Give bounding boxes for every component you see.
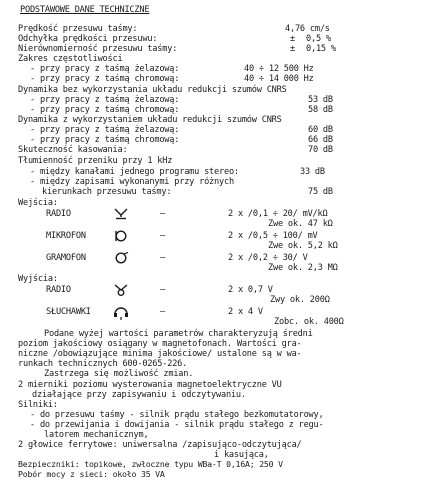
turntable-icon [112, 252, 130, 264]
crosstalk-dir-value: 75 dB [308, 187, 333, 197]
page-title: PODSTAWOWE DANE TECHNICZNE [20, 5, 150, 15]
power-line: Pobór mocy z sieci: około 35 VA [18, 469, 165, 479]
input-mic-name: MIKROFON [46, 231, 86, 241]
dyn-with-label: Dynamika z wykorzystaniem układu redukcji szumów CNRS [18, 115, 282, 125]
dyn-without-chrome-value: 58 dB [308, 105, 333, 115]
output-radio-value: 2 x 0,7 V [228, 285, 273, 295]
heads-line-2: i kasująca, [214, 450, 269, 460]
deviation-sign: ± [290, 34, 295, 44]
meters-line-1: 2 mierniki poziomu wysterowania magnetoelektryczne VU [18, 380, 282, 390]
freq-chrome-label: - przy pracy z taśmą chromową: [30, 74, 180, 84]
dyn-with-iron-value: 60 dB [308, 125, 333, 135]
motors-heading: Silniki: [18, 400, 58, 410]
antenna-output-icon [112, 284, 130, 296]
note-line-3: niczne /obowiązujące minima jakościowe/ ustalone są w wa- [18, 349, 302, 359]
output-radio-impedance: Zwy ok. 200Ω [270, 295, 330, 305]
dyn-without-label: Dynamika bez wykorzystania układu redukcji szumów CNRS [18, 85, 287, 95]
changes-note: Zastrzega się możliwość zmian. [44, 369, 194, 379]
nonuniformity-sign: ± [290, 44, 295, 54]
outputs-heading: Wyjścia: [18, 274, 58, 284]
microphone-icon [112, 230, 130, 242]
crosstalk-stereo-label: - między kanałami jednego programu stereo: [30, 167, 239, 177]
inputs-heading: Wejścia: [18, 198, 58, 208]
output-phones-value: 2 x 4 V [228, 307, 263, 317]
erase-label: Skuteczność kasowania: [18, 145, 128, 155]
freq-chrome-value: 40 ÷ 14 000 Hz [244, 74, 314, 84]
heads-line-1: 2 głowice ferrytowe: uniwersalna /zapisująco-odczytująca/ [18, 440, 302, 450]
motor-1: - do przesuwu taśmy - silnik prądu stałego bezkomutatorowy, [30, 410, 324, 420]
nonuniformity-value: 0,15 % [306, 44, 336, 54]
dyn-without-chrome-label: - przy pracy z taśmą chromową: [30, 105, 180, 115]
dyn-without-iron-value: 53 dB [308, 95, 333, 105]
output-phones-dash: – [160, 307, 165, 317]
erase-value: 70 dB [308, 145, 333, 155]
headphones-icon [112, 304, 130, 320]
freq-label: Zakres częstotliwości [18, 54, 123, 64]
speed-value: 4,76 cm/s [285, 24, 330, 34]
speed-label: Prędkość przesuwu taśmy: [18, 24, 138, 34]
deviation-label: Odchyłka prędkości przesuwu: [18, 34, 158, 44]
antenna-icon [112, 208, 130, 220]
crosstalk-dir-label-2: kierunkach przesuwu taśmy: [42, 187, 172, 197]
input-radio-impedance: Zwe ok. 47 kΩ [268, 219, 333, 229]
input-mic-impedance: Zwe ok. 5,2 kΩ [268, 241, 338, 251]
freq-iron-value: 40 ÷ 12 500 Hz [244, 64, 314, 74]
motor-2-line-1: - do przewijania i dowijania - silnik prądu stałego z regu- [30, 420, 324, 430]
input-radio-dash: – [160, 209, 165, 219]
dyn-with-chrome-value: 66 dB [308, 135, 333, 145]
output-radio-name: RADIO [46, 285, 71, 295]
crosstalk-dir-label-1: - między zapisami wykonanymi przy różnych [30, 177, 234, 187]
nonuniformity-label: Nierównomierność przesuwu taśmy: [18, 44, 178, 54]
input-phono-impedance: Zwe ok. 2,3 MΩ [268, 263, 338, 273]
input-radio-name: RADIO [46, 209, 71, 219]
crosstalk-stereo-value: 33 dB [300, 167, 325, 177]
input-radio-value: 2 x /0,1 ÷ 20/ mV/kΩ [228, 209, 328, 219]
output-phones-impedance: Zobc. ok. 400Ω [274, 317, 344, 327]
dyn-without-iron-label: - przy pracy z taśmą żelazową: [30, 95, 180, 105]
input-mic-dash: – [160, 231, 165, 241]
note-line-4: runkach technicznych 600-0265-226. [18, 359, 188, 369]
input-mic-value: 2 x /0,5 ÷ 100/ mV [228, 231, 318, 241]
motor-2-line-2: latorem mechanicznym, [44, 430, 149, 440]
meters-line-2: działające przy zapisywaniu i odczytywaniu. [32, 390, 246, 400]
input-phono-value: 2 x /0,2 ÷ 30/ V [228, 253, 308, 263]
note-line-1: Podane wyżej wartości parametrów charakteryzują średni [44, 329, 313, 339]
output-phones-name: SŁUCHAWKI [46, 307, 91, 317]
fuses-line: Bezpieczniki: topikowe, zwłoczne typu WBa-T 0,16A; 250 V [18, 459, 283, 469]
input-phono-name: GRAMOFON [46, 253, 86, 263]
input-phono-dash: – [160, 253, 165, 263]
crosstalk-label: Tłumienność przeniku przy 1 kHz [18, 156, 173, 166]
note-line-2: poziom jakościowy osiągany w magnetofonach. Wartości gra- [18, 339, 302, 349]
dyn-with-chrome-label: - przy pracy z taśmą chromową: [30, 135, 180, 145]
freq-iron-label: - przy pracy z taśmą żelazową: [30, 64, 180, 74]
deviation-value: 0,5 % [306, 34, 331, 44]
dyn-with-iron-label: - przy pracy z taśmą żelazową: [30, 125, 180, 135]
output-radio-dash: – [160, 285, 165, 295]
